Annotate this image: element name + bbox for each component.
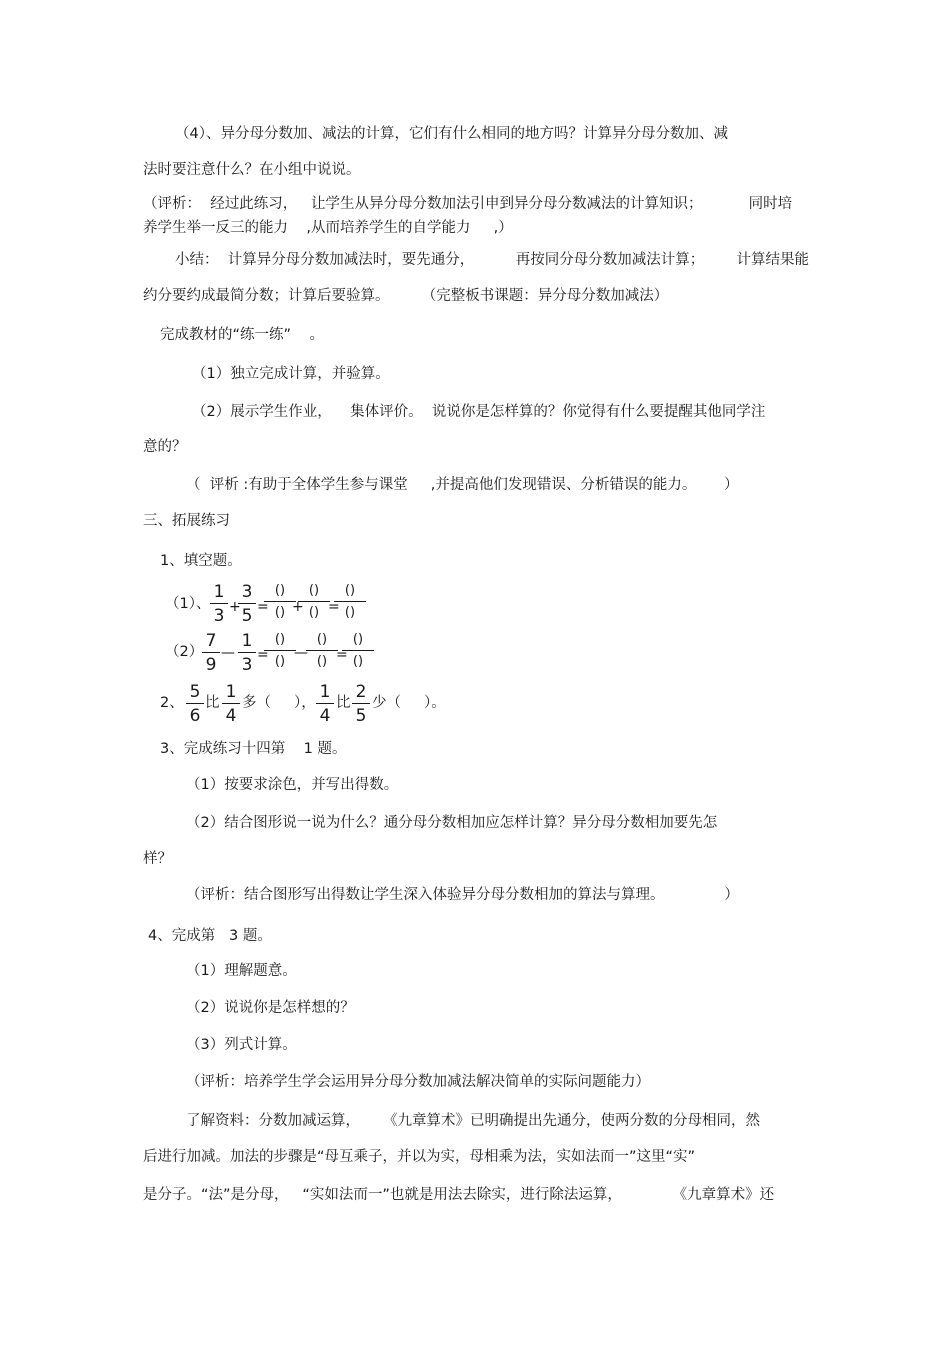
- text-line: （评析：培养学生学会运用异分母分数加减法解决简单的实际问题能力）: [186, 1074, 650, 1090]
- blank-fraction: [334, 582, 366, 622]
- text-line: （评析： 经过此练习， 让学生从异分母分数加法引申到异分母分数减法的计算知识； 同时培: [143, 196, 793, 212]
- denominator: 4: [225, 706, 237, 726]
- fraction: [350, 682, 372, 726]
- blank: (): [274, 583, 286, 598]
- blank-fraction: [306, 631, 338, 671]
- numerator: 1: [319, 682, 331, 702]
- text-line: 约分要约成最简分数；计算后要验算。 （完整板书课题：异分母分数加减法）: [143, 288, 669, 304]
- blank: (): [316, 632, 328, 647]
- text-line: （2）展示学生作业， 集体评价。 说说你是怎样算的？你觉得有什么要提醒其他同学注: [192, 404, 766, 420]
- text-line: 了解资料：分数加减运算， 《九章算术》已明确提出先通分，使两分数的分母相同，然: [186, 1113, 761, 1129]
- text-line: （4）、异分母分数加、减法的计算，它们有什么相同的地方吗？计算异分母分数加、减: [175, 126, 728, 142]
- text-line: （ 评析 :有助于全体学生参与课堂 ,并提高他们发现错误、分析错误的能力。 ）: [186, 477, 739, 493]
- fraction: [208, 582, 230, 626]
- fraction: [236, 582, 258, 626]
- blank: (): [274, 605, 286, 620]
- text-line: （评析：结合图形写出得数让学生深入体验异分母分数相加的算法与算理。 ）: [186, 887, 739, 903]
- text-line: 1、填空题。: [160, 553, 242, 569]
- numerator: 1: [241, 631, 253, 651]
- fraction: [184, 682, 206, 726]
- equals-sign: =: [257, 647, 269, 663]
- plus-sign: +: [292, 599, 304, 615]
- plus-sign: +: [229, 599, 241, 615]
- section-heading: 三、拓展练习: [143, 513, 230, 529]
- answer-blank-text: 少（ ）。: [372, 695, 446, 711]
- blank-fraction: [264, 631, 296, 671]
- denominator: 5: [355, 706, 367, 726]
- blank-fraction: [298, 582, 330, 622]
- blank: (): [316, 654, 328, 669]
- text-line: 4、完成第 3 题。: [148, 928, 272, 944]
- text-line: 意的？: [143, 439, 187, 455]
- blank: (): [352, 632, 364, 647]
- equals-sign: =: [257, 599, 269, 615]
- denominator: 6: [189, 706, 201, 726]
- text-line: 3、完成练习十四第 1 题。: [160, 741, 347, 757]
- blank: (): [274, 654, 286, 669]
- equation-label: （1）、: [165, 596, 211, 612]
- text-line: 法时要注意什么？在小组中说说。: [143, 162, 361, 178]
- text-line: （1）独立完成计算，并验算。: [192, 366, 390, 382]
- text-line: （2）说说你是怎样想的？: [186, 1000, 355, 1016]
- comparison-word: 比: [336, 695, 351, 711]
- answer-blank-text: 多（ ），: [242, 695, 316, 711]
- numerator: 7: [205, 631, 217, 651]
- blank: (): [274, 632, 286, 647]
- text-line: 是分子。“法”是分母， “实如法而一”也就是用法去除实，进行除法运算， 《九章算术》还: [143, 1187, 775, 1203]
- text-line: 样？: [143, 851, 172, 867]
- text-line: 完成教材的“练一练” 。: [160, 327, 324, 343]
- fraction: [236, 631, 258, 675]
- blank: (): [344, 583, 356, 598]
- fraction: [200, 631, 222, 675]
- question-number: 2、: [160, 695, 184, 711]
- minus-sign: —: [221, 645, 235, 661]
- comparison-word: 比: [205, 695, 220, 711]
- equation-label: （2）: [165, 644, 204, 660]
- blank: (): [344, 605, 356, 620]
- denominator: 5: [241, 606, 253, 626]
- text-line: 后进行加减。加法的步骤是“母互乘子，并以为实，母相乘为法，实如法而一”这里“实”: [143, 1149, 696, 1165]
- numerator: 3: [241, 582, 253, 602]
- minus-sign: —: [294, 645, 308, 661]
- fraction: [220, 682, 242, 726]
- equals-sign: =: [336, 647, 348, 663]
- denominator: 4: [319, 706, 331, 726]
- blank: (): [308, 583, 320, 598]
- text-line: （3）列式计算。: [186, 1037, 297, 1053]
- numerator: 5: [189, 682, 201, 702]
- denominator: 3: [213, 606, 225, 626]
- numerator: 1: [213, 582, 225, 602]
- text-line: 小结： 计算异分母分数加减法时，要先通分， 再按同分母分数加减法计算； 计算结果能: [175, 252, 809, 268]
- numerator: 1: [225, 682, 237, 702]
- denominator: 9: [205, 655, 217, 675]
- equals-sign: =: [328, 599, 340, 615]
- numerator: 2: [355, 682, 367, 702]
- blank: (): [352, 654, 364, 669]
- text-line: （1）按要求涂色，并写出得数。: [186, 777, 399, 793]
- blank: (): [308, 605, 320, 620]
- blank-fraction: [342, 631, 374, 671]
- fraction: [314, 682, 336, 726]
- denominator: 3: [241, 655, 253, 675]
- text-line: 养学生举一反三的能力 ,从而培养学生的自学能力 ,）: [143, 220, 513, 236]
- text-line: （2）结合图形说一说为什么？通分母分数相加应怎样计算？异分母分数相加要先怎: [186, 815, 718, 831]
- text-line: （1）理解题意。: [186, 963, 297, 979]
